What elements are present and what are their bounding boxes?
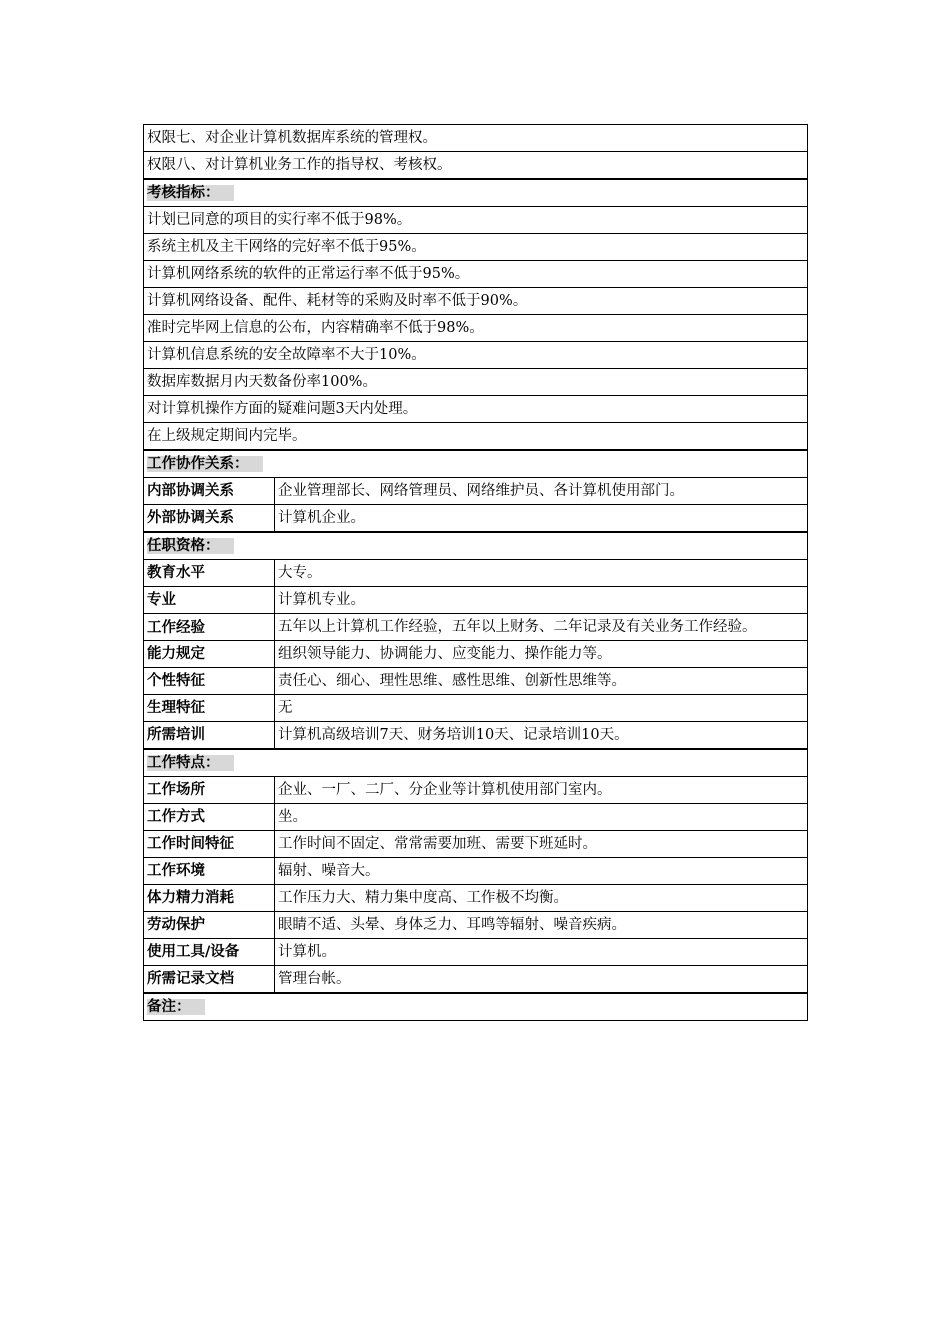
row-label: 专业 [144,587,275,614]
table-row [144,722,808,750]
row-label: 个性特征 [144,668,275,695]
row-value: 管理台帐。 [275,966,808,994]
table-row [144,315,808,342]
row-value: 工作压力大、精力集中度高、工作极不均衡。 [275,885,808,912]
row-label: 工作方式 [144,804,275,831]
row-label: 生理特征 [144,695,275,722]
section-title-remarks: 备注： [147,999,205,1015]
row-label: 能力规定 [144,641,275,668]
row-label: 内部协调关系 [144,478,275,505]
table-row [144,342,808,369]
table-row [144,614,808,641]
table-row [144,939,808,966]
row-value: 计算机。 [275,939,808,966]
section-kpi [144,179,808,207]
section-remarks [144,993,808,1021]
row-label: 工作时间特征 [144,831,275,858]
section-cooperation [144,450,808,478]
authority-8: 权限八、对计算机业务工作的指导权、考核权。 [144,152,808,180]
table-row [144,966,808,994]
row-label: 工作经验 [144,614,275,641]
table-row [144,695,808,722]
row-label: 使用工具/设备 [144,939,275,966]
table-row [144,423,808,451]
kpi-item: 准时完毕网上信息的公布，内容精确率不低于98%。 [144,315,808,342]
section-title-kpi: 考核指标： [147,185,234,201]
table-row [144,396,808,423]
row-value: 企业管理部长、网络管理员、网络维护员、各计算机使用部门。 [275,478,808,505]
row-label: 所需培训 [144,722,275,750]
row-value: 坐。 [275,804,808,831]
table-row [144,261,808,288]
table-row [144,505,808,533]
row-value: 计算机专业。 [275,587,808,614]
row-label: 教育水平 [144,560,275,587]
row-value: 责任心、细心、理性思维、感性思维、创新性思维等。 [275,668,808,695]
row-value: 眼睛不适、头晕、身体乏力、耳鸣等辐射、噪音疾病。 [275,912,808,939]
row-label: 外部协调关系 [144,505,275,533]
kpi-item: 计算机网络设备、配件、耗材等的采购及时率不低于90%。 [144,288,808,315]
table-row [144,207,808,234]
row-value: 计算机企业。 [275,505,808,533]
section-qualification [144,532,808,560]
row-label: 工作场所 [144,777,275,804]
table-row [144,560,808,587]
table-row [144,369,808,396]
row-value: 企业、一厂、二厂、分企业等计算机使用部门室内。 [275,777,808,804]
table-row [144,587,808,614]
table-row [144,804,808,831]
section-features [144,749,808,777]
row-value: 组织领导能力、协调能力、应变能力、操作能力等。 [275,641,808,668]
row-label: 所需记录文档 [144,966,275,994]
row-value: 工作时间不固定、常常需要加班、需要下班延时。 [275,831,808,858]
table-row [144,478,808,505]
authority-7: 权限七、对企业计算机数据库系统的管理权。 [144,125,808,152]
kpi-item: 计算机信息系统的安全故障率不大于10%。 [144,342,808,369]
table-row [144,777,808,804]
table-row [144,152,808,180]
kpi-item: 计算机网络系统的软件的正常运行率不低于95%。 [144,261,808,288]
row-value: 五年以上计算机工作经验，五年以上财务、二年记录及有关业务工作经验。 [275,614,808,641]
kpi-item: 在上级规定期间内完毕。 [144,423,808,451]
kpi-item: 数据库数据月内天数备份率100%。 [144,369,808,396]
row-value: 无 [275,695,808,722]
table-row [144,641,808,668]
row-label: 劳动保护 [144,912,275,939]
row-value: 大专。 [275,560,808,587]
row-label: 工作环境 [144,858,275,885]
section-title-qualification: 任职资格： [147,538,234,554]
table-row [144,912,808,939]
table-row [144,831,808,858]
table-row [144,234,808,261]
section-title-cooperation: 工作协作关系： [147,456,263,472]
kpi-item: 系统主机及主干网络的完好率不低于95%。 [144,234,808,261]
kpi-item: 对计算机操作方面的疑难问题3天内处理。 [144,396,808,423]
table-row [144,668,808,695]
row-label: 体力精力消耗 [144,885,275,912]
kpi-item: 计划已同意的项目的实行率不低于98%。 [144,207,808,234]
job-description-table [143,124,808,1021]
row-value: 辐射、噪音大。 [275,858,808,885]
table-row [144,858,808,885]
table-row [144,288,808,315]
table-row [144,885,808,912]
table-row [144,125,808,152]
section-title-features: 工作特点： [147,755,234,771]
row-value: 计算机高级培训7天、财务培训10天、记录培训10天。 [275,722,808,750]
